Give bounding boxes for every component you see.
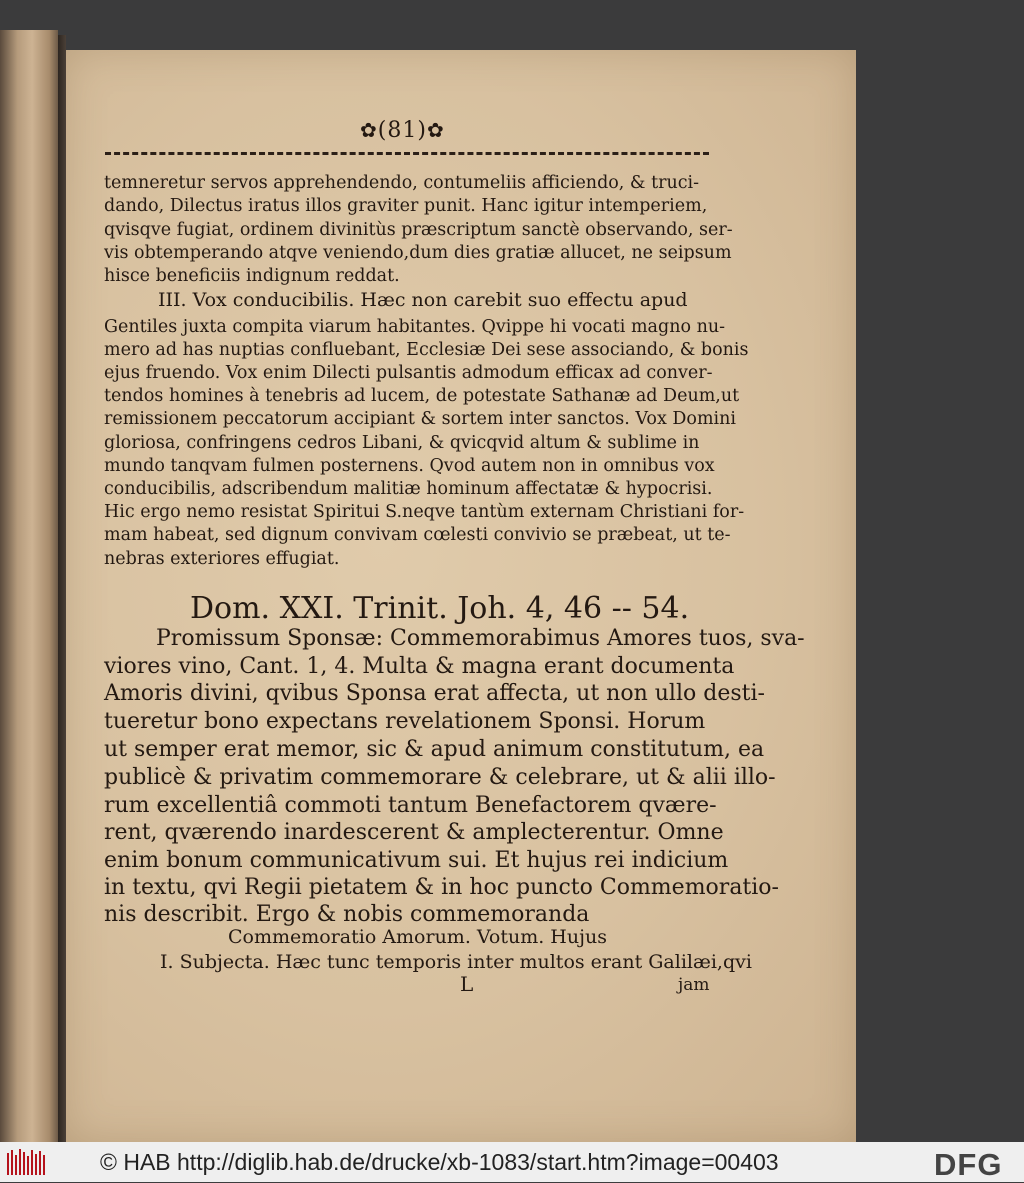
text-line: in textu, qvi Regii pietatem & in hoc puncto Commemoratio- <box>104 875 779 900</box>
text-line: vis obtemperando atqve veniendo,dum dies gratiæ allucet, ne seipsum <box>104 243 732 263</box>
text-line: Amoris divini, qvibus Sponsa erat affecta, ut non ullo desti- <box>104 681 765 706</box>
text-line: mam habeat, sed dignum convivam cœlesti convivio se præbeat, ut te- <box>104 525 731 545</box>
text-line: publicè & privatim commemorare & celebrare, ut & alii illo- <box>104 765 776 790</box>
text-line: tendos homines à tenebris ad lucem, de potestate Sathanæ ad Deum,ut <box>104 386 740 406</box>
catchword: jam <box>678 975 710 995</box>
hab-barcode-logo-icon <box>6 1147 46 1177</box>
text-line: temneretur servos apprehendendo, contumeliis afficiendo, & truci- <box>104 173 700 193</box>
text-line: enim bonum communicativum sui. Et hujus rei indicium <box>104 848 729 873</box>
header-rule <box>105 152 709 155</box>
text-line: conducibilis, adscribendum malitiæ hominum affectatæ & hypocrisi. <box>104 479 713 499</box>
text-line: Commemoratio Amorum. Votum. Hujus <box>228 926 607 948</box>
text-line: nebras exteriores effugiat. <box>104 549 340 569</box>
text-line: Hic ergo nemo resistat Spiritui S.neqve tantùm externam Christiani for- <box>104 502 745 522</box>
dfg-logo: DFG <box>934 1147 1003 1182</box>
text-line: rent, qværendo inardescerent & amplecterentur. Omne <box>104 820 724 845</box>
signature-mark: L <box>460 972 474 996</box>
text-line: Promissum Sponsæ: Commemorabimus Amores tuos, sva- <box>156 626 805 651</box>
text-line: I. Subjecta. Hæc tunc temporis inter multos erant Galilæi,qvi <box>160 951 752 973</box>
facing-page-edge <box>0 30 58 1142</box>
text-line: dando, Dilectus iratus illos graviter punit. Hanc igitur intemperiem, <box>104 196 708 216</box>
page-header <box>360 118 445 143</box>
text-line: qvisqve fugiat, ordinem divinitùs præscriptum sanctè observando, ser- <box>104 220 733 240</box>
text-line: viores vino, Cant. 1, 4. Multa & magna erant documenta <box>104 654 735 679</box>
text-line: mero ad has nuptias confluebant, Ecclesiæ Dei sese associando, & bonis <box>104 340 749 360</box>
text-line: ut semper erat memor, sic & apud animum constitutum, ea <box>104 737 765 762</box>
text-line: tueretur bono expectans revelationem Sponsi. Horum <box>104 709 706 734</box>
copyright-link[interactable]: © HAB http://diglib.hab.de/drucke/xb-1083/start.htm?image=00403 <box>100 1149 779 1175</box>
text-line: hisce beneficiis indignum reddat. <box>104 266 400 286</box>
left-ornament-icon: ✿ <box>360 118 378 142</box>
section-heading-line: III. Vox conducibilis. Hæc non carebit suo effectu apud <box>158 289 688 311</box>
text-line: gloriosa, confringens cedros Libani, & qvicqvid altum & sublime in <box>104 433 700 453</box>
right-ornament-icon: ✿ <box>426 118 445 142</box>
text-line: remissionem peccatorum accipiant & sortem inter sanctos. Vox Domini <box>104 409 737 429</box>
book-binding <box>58 35 66 1142</box>
text-line: nis describit. Ergo & nobis commemoranda <box>104 902 590 927</box>
page-number: (81) <box>377 118 427 143</box>
text-line: rum excellentiâ commoti tantum Benefactorem qvære- <box>104 793 717 818</box>
section-title: Dom. XXI. Trinit. Joh. 4, 46 -- 54. <box>190 591 690 626</box>
text-line: ejus fruendo. Vox enim Dilecti pulsantis admodum efficax ad conver- <box>104 363 713 383</box>
text-line: mundo tanqvam fulmen posternens. Qvod autem non in omnibus vox <box>104 456 715 476</box>
text-line: Gentiles juxta compita viarum habitantes. Qvippe hi vocati magno nu- <box>104 317 726 337</box>
